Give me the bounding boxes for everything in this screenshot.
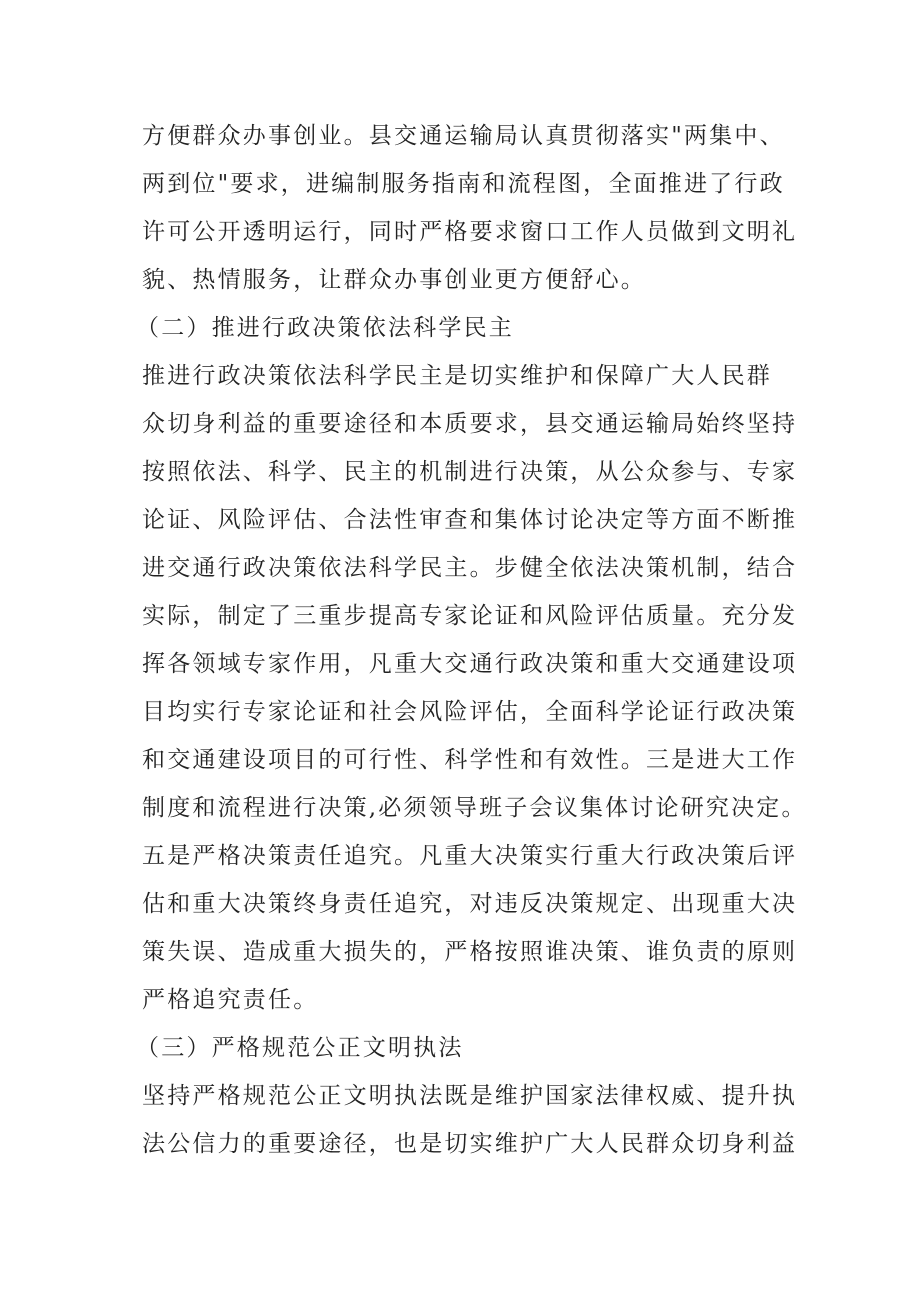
paragraph-line: 五是严格决策责任追究。凡重大决策实行重大行政决策后评 [142, 843, 798, 869]
paragraph-line: 貌、热情服务，让群众办事创业更方便舒心。 [142, 267, 646, 293]
paragraph-line: 许可公开透明运行，同时严格要求窗口工作人员做到文明礼 [142, 219, 798, 245]
paragraph-line: 和交通建设项目的可行性、科学性和有效性。三是进大工作 [142, 747, 798, 773]
paragraph-line: 估和重大决策终身责任追究，对违反决策规定、出现重大决 [142, 891, 798, 917]
paragraph-line: 制度和流程进行决策,必须领导班子会议集体讨论研究决定。 [142, 795, 807, 821]
section-heading: （二）推进行政决策依法科学民主 [136, 315, 514, 341]
paragraph-line: 众切身利益的重要途径和本质要求，县交通运输局始终坚持 [142, 411, 798, 437]
paragraph-line: 法公信力的重要途径，也是切实维护广大人民群众切身利益 [142, 1131, 798, 1157]
paragraph-line: 实际，制定了三重步提高专家论证和风险评估质量。充分发 [142, 603, 798, 629]
paragraph-line: 推进行政决策依法科学民主是切实维护和保障广大人民群 [142, 363, 772, 389]
paragraph-line: 按照依法、科学、民主的机制进行决策，从公众参与、专家 [142, 459, 798, 485]
paragraph-line: 进交通行政决策依法科学民主。步健全依法决策机制，结合 [142, 555, 798, 581]
paragraph-line: 策失误、造成重大损失的，严格按照谁决策、谁负责的原则 [142, 939, 798, 965]
paragraph-line: 论证、风险评估、合法性审查和集体讨论决定等方面不断推 [142, 507, 798, 533]
section-heading: （三）严格规范公正文明执法 [136, 1035, 464, 1061]
paragraph-line: 目均实行专家论证和社会风险评估，全面科学论证行政决策 [142, 699, 798, 725]
paragraph-line: 两到位"要求，进编制服务指南和流程图，全面推进了行政 [142, 171, 785, 197]
body-text [136, 112, 807, 1168]
paragraph-line: 方便群众办事创业。县交通运输局认真贯彻落实"两集中、 [142, 123, 785, 149]
paragraph-line: 严格追究责任。 [142, 987, 319, 1013]
paragraph-line: 挥各领域专家作用，凡重大交通行政决策和重大交通建设项 [142, 651, 798, 677]
paragraph-line: 坚持严格规范公正文明执法既是维护国家法律权威、提升执 [142, 1083, 798, 1109]
